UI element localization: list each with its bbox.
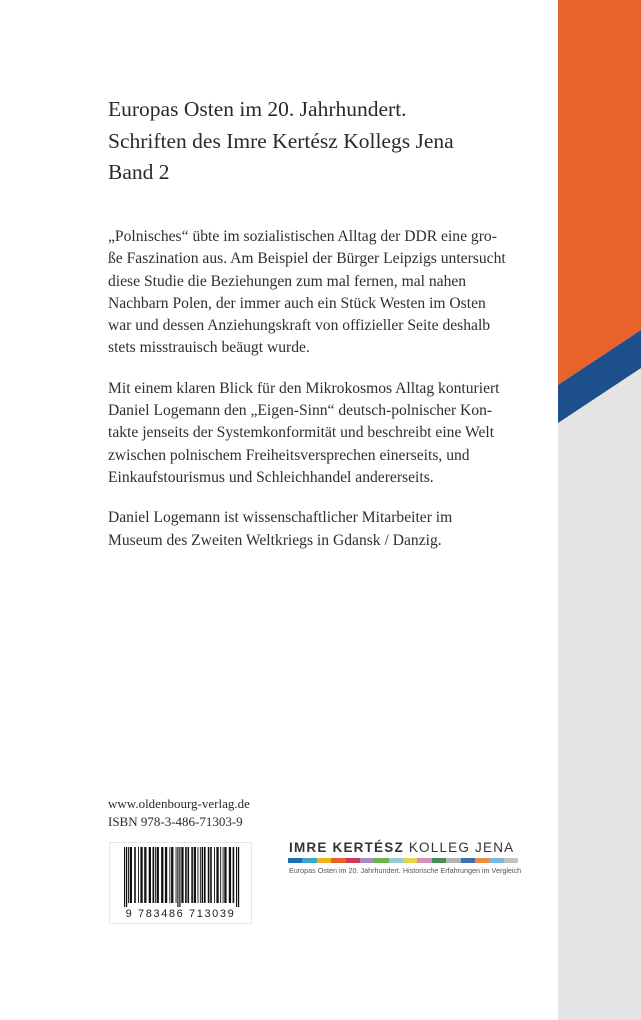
logo-color-segment xyxy=(360,858,374,863)
logo-color-segment xyxy=(504,858,518,863)
logo-color-segment xyxy=(432,858,446,863)
barcode-bar xyxy=(214,847,215,903)
blurb-line: zwischen polnischem Freiheitsversprechen einerseits, und xyxy=(108,446,470,464)
logo-subtitle: Europas Osten im 20. Jahrhundert. Historische Erfahrungen im Vergleich xyxy=(289,866,522,875)
barcode-bar xyxy=(144,847,146,903)
barcode-bar xyxy=(220,847,221,903)
barcode-bar xyxy=(153,847,155,903)
logo-title-rest: KOLLEG JENA xyxy=(403,840,515,855)
barcode-bar xyxy=(134,847,136,903)
barcode-bar xyxy=(130,847,132,903)
barcode-guard xyxy=(124,847,125,907)
barcode-bar xyxy=(171,847,173,903)
logo-color-segment xyxy=(317,858,331,863)
blurb-line: war und dessen Anziehungskraft von offizieller Seite deshalb xyxy=(108,317,491,335)
barcode-bar xyxy=(200,847,201,903)
logo-title-bold: IMRE KERTÉSZ xyxy=(289,840,404,855)
logo-color-segment xyxy=(389,858,403,863)
logo-color-segment xyxy=(475,858,489,863)
barcode-bar xyxy=(181,847,183,903)
blurb xyxy=(108,226,528,570)
logo-color-segment xyxy=(461,858,475,863)
spine-edge xyxy=(558,0,641,1020)
barcode-bar xyxy=(224,847,226,903)
barcode-bar xyxy=(210,847,212,903)
barcode-bar xyxy=(140,847,142,903)
barcode-bar xyxy=(233,847,235,903)
spine-orange-band xyxy=(558,0,641,385)
blurb-line: ße Faszination aus. Am Beispiel der Bürger Leipzigs untersucht xyxy=(108,250,506,268)
logo-color-segment xyxy=(446,858,460,863)
barcode-bar xyxy=(229,847,231,903)
barcode-guard xyxy=(236,847,237,907)
logo-title xyxy=(289,840,514,855)
barcode-bar xyxy=(165,847,167,903)
blurb-line: Mit einem klaren Blick für den Mikrokosmos Alltag konturiert xyxy=(108,379,500,397)
series-line-2: Schriften des Imre Kertész Kollegs Jena xyxy=(108,128,454,153)
publisher-url: www.oldenbourg-verlag.de xyxy=(108,796,250,811)
barcode-bar xyxy=(161,847,163,903)
logo-color-segment xyxy=(374,858,388,863)
blurb-line: „Polnisches“ übte im sozialistischen Alltag der DDR eine gro- xyxy=(108,228,497,245)
logo-color-segment xyxy=(302,858,316,863)
barcode-bar xyxy=(194,847,196,903)
logo-color-segment xyxy=(489,858,503,863)
blurb-line: Daniel Logemann den „Eigen-Sinn“ deutsch-polnischer Kon- xyxy=(108,402,493,420)
barcode-bar xyxy=(128,847,129,903)
barcode-bar xyxy=(157,847,159,903)
logo-color-segment xyxy=(346,858,360,863)
barcode-bar xyxy=(155,847,156,903)
kolleg-logo xyxy=(286,840,520,876)
blurb-paragraph-3 xyxy=(108,507,528,552)
barcode-bar xyxy=(202,847,204,903)
barcode-guard xyxy=(177,847,178,907)
logo-color-bar xyxy=(288,858,518,863)
blurb-line: takte jenseits der Systemkonformität und beschreibt eine Welt xyxy=(108,424,495,442)
barcode-digits: 9 783486 713039 xyxy=(125,908,236,920)
blurb-line: Daniel Logemann ist wissenschaftlicher Mitarbeiter im xyxy=(108,509,453,527)
barcode-bar xyxy=(138,847,139,903)
spine-graphic xyxy=(558,0,641,1020)
barcode-bar xyxy=(185,847,187,903)
barcode-guard xyxy=(126,847,127,907)
barcode-bar xyxy=(191,847,193,903)
series-title xyxy=(108,94,538,189)
barcode-bar xyxy=(188,847,190,903)
isbn: ISBN 978-3-486-71303-9 xyxy=(108,813,243,829)
logo-color-segment xyxy=(288,858,302,863)
blurb-line: diese Studie die Beziehungen zum mal fernen, mal nahen xyxy=(108,272,467,290)
logo-color-segment xyxy=(331,858,345,863)
logo-color-segment xyxy=(417,858,431,863)
logo-color-segment xyxy=(403,858,417,863)
blurb-line: Einkaufstourismus und Schleichhandel andererseits. xyxy=(108,468,434,486)
series-line-1: Europas Osten im 20. Jahrhundert. xyxy=(108,97,407,121)
barcode-bar xyxy=(204,847,206,903)
barcode-bar xyxy=(208,847,210,903)
barcode xyxy=(109,842,252,924)
barcode-bar xyxy=(169,847,170,903)
barcode-bar xyxy=(198,847,199,903)
blurb-line: Nachbarn Polen, der immer auch ein Stück Westen im Osten xyxy=(108,294,486,312)
barcode-guard xyxy=(179,847,180,907)
barcode-bar xyxy=(223,847,224,903)
publisher-info xyxy=(108,795,250,830)
barcode-bar xyxy=(216,847,218,903)
barcode-bar xyxy=(176,847,177,903)
barcode-bar xyxy=(149,847,151,903)
blurb-paragraph-1 xyxy=(108,226,528,360)
series-line-3: Band 2 xyxy=(108,160,170,184)
blurb-paragraph-2 xyxy=(108,378,528,489)
blurb-line: stets misstrauisch beäugt wurde. xyxy=(108,339,310,357)
blurb-line: Museum des Zweiten Weltkriegs in Gdansk / Danzig. xyxy=(108,531,442,549)
barcode-guard xyxy=(238,847,239,907)
